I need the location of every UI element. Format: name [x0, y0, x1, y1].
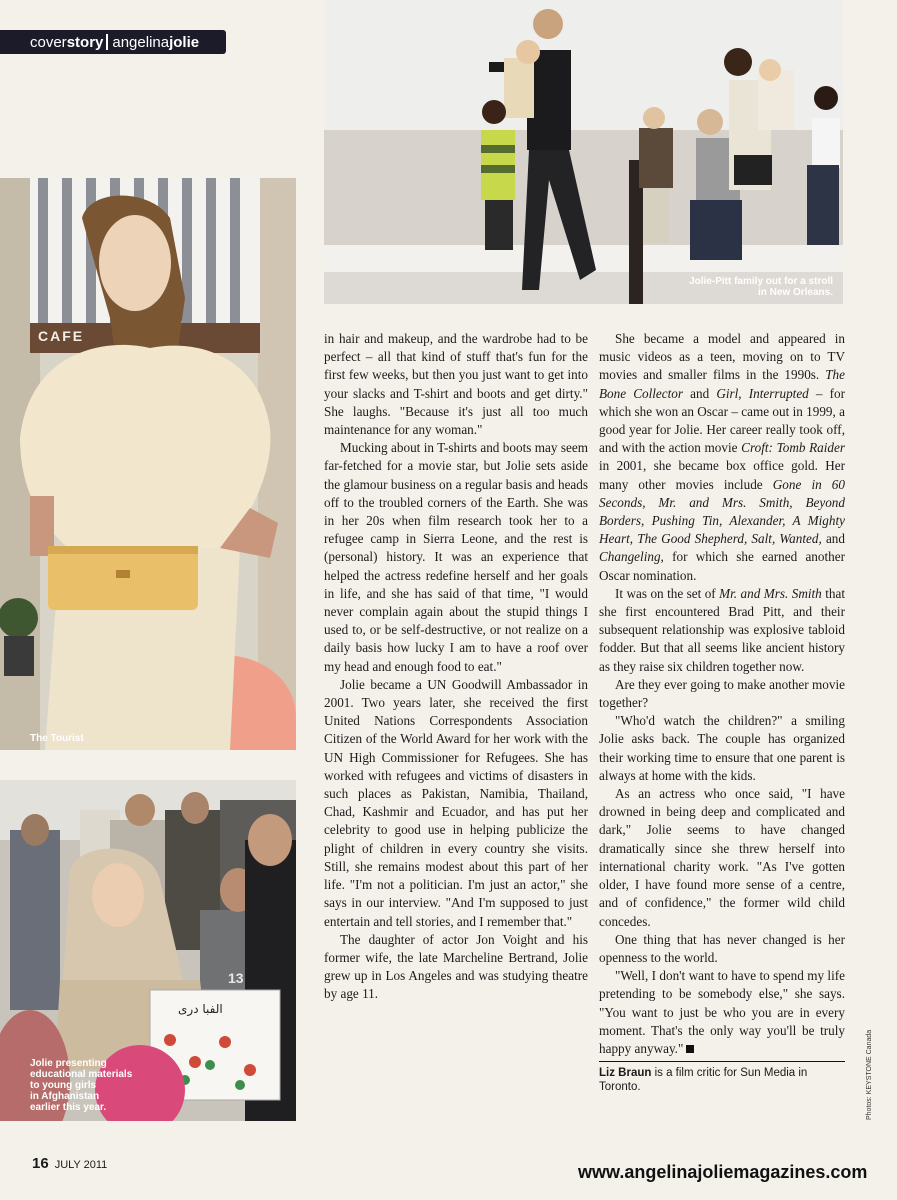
text-run: – for which she won an Oscar – came out in 1999, a good year for Jolie. Her career really took off, and with the action movie: [599, 385, 845, 456]
caption-line: earlier this year.: [30, 1102, 107, 1113]
family-photo-caption: [689, 276, 833, 298]
paragraph: [599, 330, 845, 585]
section-label: cover: [30, 33, 67, 51]
text-run: and: [683, 385, 717, 401]
paragraph: "Who'd watch the children?" a smiling Jolie asks back. The couple has organized their working time to ensure that one parent is always at home with the kids.: [599, 713, 845, 783]
text-run: , for which she earned another Oscar nomination.: [599, 549, 845, 583]
tourist-caption: The Tourist: [30, 733, 84, 744]
paragraph: The daughter of actor Jon Voight and his former wife, the late Marcheline Bertrand, Jolie grew up in Los Angeles and was studying theatre by age 11.: [324, 931, 588, 1002]
paragraph: Mucking about in T-shirts and boots may seem far-fetched for a movie star, but Jolie sets aside the glamour business on a regular basis and heads off to the troubled corners of the Earth. She was in her 20s when film research took her to a refugee camp in Sierra Leone, and the rest is (personal) history. It was an experience that helped the actress redefine herself and her goals in life, and she has said of that time, "I would never complain again about the stupid things I used to, or be self-destructive, or not realize on a daily basis how lucky I am to have a roof over my head and enough food to eat.": [324, 440, 588, 674]
afghanistan-caption: [30, 1058, 132, 1113]
caption-line: Jolie presenting: [30, 1058, 107, 1069]
tag-divider: [106, 34, 108, 50]
paragraph: As an actress who once said, "I have drowned in being deep and complicated and dark," Jolie seems to have changed dramatically since she threw herself into international charity work. "As I've gotten older, I have found more sense of a centre, and of confidence," the former wild child concedes.: [599, 786, 845, 929]
bio-divider: [599, 1061, 845, 1062]
caption-line: Jolie-Pitt family out for a stroll: [689, 276, 833, 287]
website-url: www.angelinajoliemagazines.com: [578, 1162, 868, 1182]
subject-label-bold: jolie: [169, 33, 200, 51]
section-label-bold: story: [66, 33, 104, 51]
film-title: Croft: Tomb Raider: [741, 440, 846, 456]
film-title: Changeling: [599, 549, 661, 565]
text-run: in 2001, she became box office gold. Her many other movies include: [599, 458, 845, 492]
issue-date: JULY 2011: [54, 1159, 108, 1171]
folio: [32, 1155, 107, 1173]
caption-line: to young girls: [30, 1080, 97, 1091]
article-column-1: [324, 330, 588, 1004]
text-run: She became a model and appeared in music videos as a teen, moving on to TV movies and smaller films in the 1990s.: [599, 331, 845, 383]
paragraph: [599, 967, 845, 1058]
paragraph: in hair and makeup, and the wardrobe had to be perfect – all that kind of stuff that's fun for the first few weeks, but then you just want to get into your slacks and T-shirt and boots and get dirty." She laughs. "Because it's just all too much maintenance for any woman.": [324, 331, 588, 438]
author-name: Liz Braun: [599, 1067, 652, 1080]
paragraph: Are they ever going to make another movie together?: [599, 676, 845, 711]
bio-text: is a film critic for Sun Media in Toronto.: [599, 1067, 808, 1094]
caption-line: educational materials: [30, 1069, 133, 1080]
film-title: The Bone Collector: [599, 367, 845, 401]
text-run: that she first encountered Brad Pitt, and their subsequent relationship was explosive tabloid fodder. But that all seems like ancient history as they raise six children together now.: [599, 585, 845, 674]
family-stroll-photo: [324, 0, 843, 304]
author-bio: [599, 1066, 845, 1094]
text-run: and: [821, 531, 845, 547]
photo-credit: Photos: KEYSTONE Canada: [866, 1029, 873, 1120]
subject-label: angelina: [112, 33, 170, 51]
film-title: Girl, Interrupted: [716, 385, 809, 401]
paragraph: One thing that has never changed is her openness to the world.: [599, 931, 845, 965]
the-tourist-photo: [0, 178, 296, 750]
article-column-2: [599, 330, 845, 1094]
film-title: Mr. and Mrs. Smith: [719, 585, 822, 601]
caption-line: in New Orleans.: [757, 287, 833, 298]
caption-line: in Afghanistan: [30, 1091, 100, 1102]
film-title: Gone in 60 Seconds, Mr. and Mrs. Smith, Beyond Borders, Pushing Tin, Alexander, A Mighty Heart, The Good Shepherd, Salt, Wanted,: [599, 476, 845, 547]
section-tag: [0, 30, 226, 54]
shirt-number: 13: [228, 970, 244, 986]
end-mark: [686, 1045, 694, 1053]
poster-text: الفبا دری: [178, 1002, 223, 1016]
page-number: 16: [32, 1155, 49, 1172]
text-run: It was on the set of: [615, 585, 720, 601]
cafe-sign: CAFE: [38, 328, 85, 344]
paragraph: Jolie became a UN Goodwill Ambassador in 2001. Two years later, she received the first United Nations Correspondents Association Citizen of the World Award for her work with the UN High Commissioner for Refugees. She has worked with refugees and victims of disasters in such places as Pakistan, Namibia, Thailand, Chad, Kashmir and Ecuador, and has put her celebrity to good use in helping publicize the plight of children in every country she visits. Still, she remains modest about this part of her life. "I'm not a politician. I'm just an actor," she says in our interview. "And I'm supposed to just entertain and tell stories, and I remember that.": [324, 676, 588, 929]
text-run: "Well, I don't want to have to spend my life pretending to be somebody else," she says. "You want to just be who you are in every moment. That's the only way you'll be truly happy anyway.": [599, 968, 845, 1056]
paragraph: [599, 585, 845, 676]
afghanistan-photo: [0, 780, 296, 1121]
